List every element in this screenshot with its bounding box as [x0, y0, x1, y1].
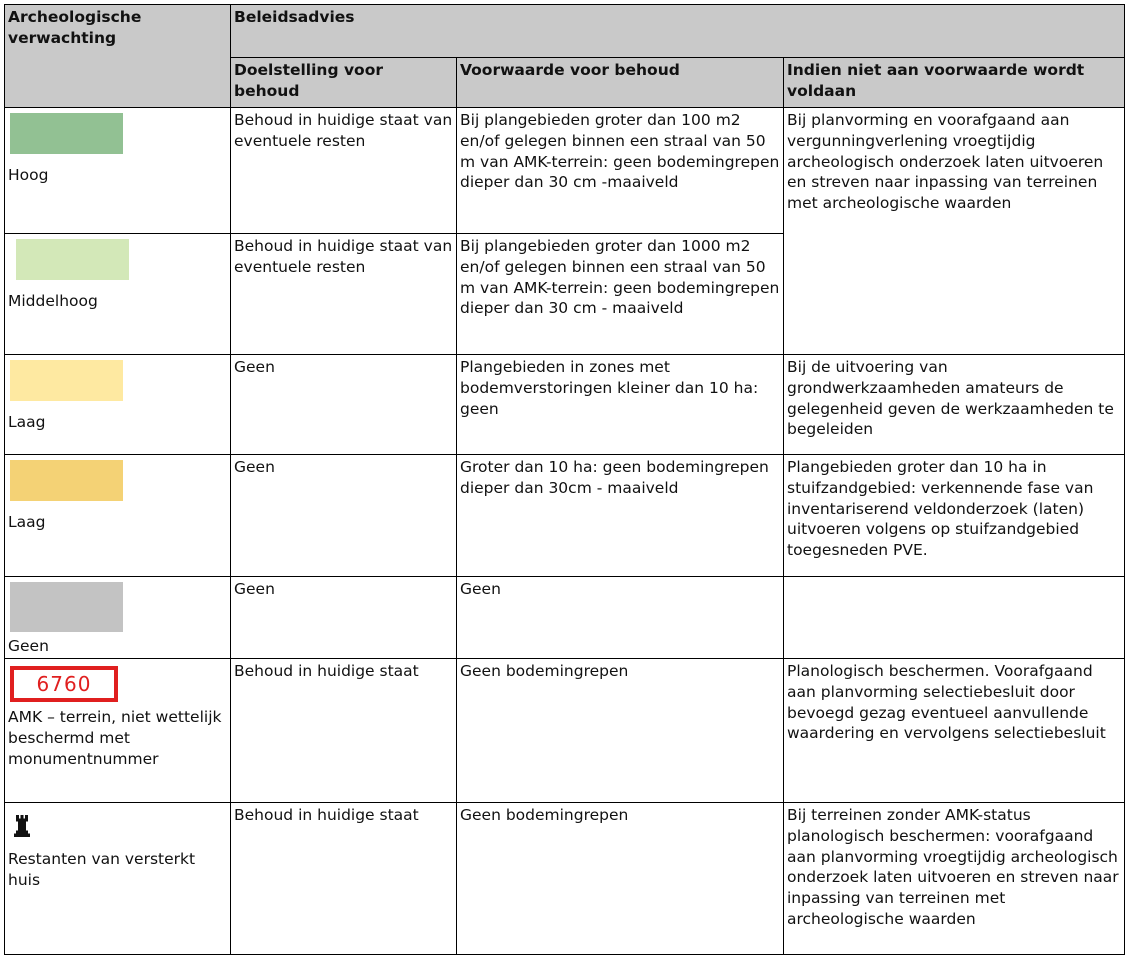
doel-cell: Behoud in huidige staat — [231, 803, 457, 955]
indien-cell: Planologisch beschermen. Voorafgaand aan planvorming selectiebesluit door bevoegd gezag eventueel aanvullende waardering en vervolgens selectiebesluit — [784, 659, 1125, 803]
row-label: Middelhoog — [8, 292, 98, 310]
doel-cell: Geen — [231, 455, 457, 577]
indien-cell: Plangebieden groter dan 10 ha in stuifzandgebied: verkennende fase van inventariserend veldonderzoek (laten) uitvoeren volgens op stuifzandgebied toegesneden PVE. — [784, 455, 1125, 577]
header-indien-niet: Indien niet aan voorwaarde wordt voldaan — [784, 58, 1125, 108]
legend-cell — [5, 659, 231, 803]
legend-cell — [5, 455, 231, 577]
row-label: Hoog — [8, 166, 49, 184]
table-row-laag-1 — [5, 355, 1125, 455]
swatch-geen — [10, 582, 123, 632]
voorwaarde-cell: Bij plangebieden groter dan 100 m2 en/of gelegen binnen een straal van 50 m van AMK-terrein: geen bodemingrepen dieper dan 30 cm -maaiveld — [457, 108, 784, 234]
table-row-versterkt-huis — [5, 803, 1125, 955]
indien-cell: Bij terreinen zonder AMK-status planologisch beschermen: voorafgaand aan planvorming vroegtijdig archeologisch onderzoek laten uitvoeren en streven naar inpassing van terreinen met archeologische waarden — [784, 803, 1125, 955]
row-label: Laag — [8, 413, 46, 431]
row-label: Geen — [8, 637, 49, 655]
beleidsadvies-table — [4, 4, 1125, 955]
header-beleidsadvies: Beleidsadvies — [231, 5, 1125, 58]
header-doelstelling: Doelstelling voor behoud — [231, 58, 457, 108]
table-row-amk — [5, 659, 1125, 803]
voorwaarde-cell: Bij plangebieden groter dan 1000 m2 en/of gelegen binnen een straal van 50 m van AMK-terrein: geen bodemingrepen dieper dan 30 cm - maaiveld — [457, 234, 784, 355]
voorwaarde-cell: Geen — [457, 577, 784, 659]
doel-cell: Geen — [231, 577, 457, 659]
row-label: Restanten van versterkt huis — [8, 849, 196, 889]
table-row-geen — [5, 577, 1125, 659]
swatch-hoog — [10, 113, 123, 154]
doel-cell: Behoud in huidige staat van eventuele resten — [231, 234, 457, 355]
header-archeologische-verwachting: Archeologische verwachting — [5, 5, 231, 108]
row-label: AMK – terrein, niet wettelijk beschermd met monumentnummer — [8, 708, 222, 768]
row-label: Laag — [8, 513, 46, 531]
swatch-laag-dark — [10, 460, 123, 501]
legend-cell — [5, 577, 231, 659]
legend-cell — [5, 355, 231, 455]
header-row-top — [5, 5, 1125, 58]
legend-cell — [5, 234, 231, 355]
header-voorwaarde: Voorwaarde voor behoud — [457, 58, 784, 108]
voorwaarde-cell: Plangebieden in zones met bodemverstoringen kleiner dan 10 ha: geen — [457, 355, 784, 455]
voorwaarde-cell: Geen bodemingrepen — [457, 803, 784, 955]
legend-cell — [5, 108, 231, 234]
doel-cell: Geen — [231, 355, 457, 455]
amk-number-box: 6760 — [10, 666, 118, 702]
table-row-hoog — [5, 108, 1125, 234]
rook-icon — [14, 815, 227, 843]
swatch-middelhoog — [16, 239, 129, 280]
indien-cell: Bij planvorming en voorafgaand aan vergunningverlening vroegtijdig archeologisch onderzoek laten uitvoeren en streven naar inpassing van terreinen met archeologische waarden — [784, 108, 1125, 355]
indien-cell — [784, 577, 1125, 659]
legend-cell — [5, 803, 231, 955]
voorwaarde-cell: Groter dan 10 ha: geen bodemingrepen dieper dan 30cm - maaiveld — [457, 455, 784, 577]
doel-cell: Behoud in huidige staat — [231, 659, 457, 803]
voorwaarde-cell: Geen bodemingrepen — [457, 659, 784, 803]
doel-cell: Behoud in huidige staat van eventuele resten — [231, 108, 457, 234]
indien-cell: Bij de uitvoering van grondwerkzaamheden amateurs de gelegenheid geven de werkzaamheden te begeleiden — [784, 355, 1125, 455]
swatch-laag-light — [10, 360, 123, 401]
table-row-laag-2 — [5, 455, 1125, 577]
